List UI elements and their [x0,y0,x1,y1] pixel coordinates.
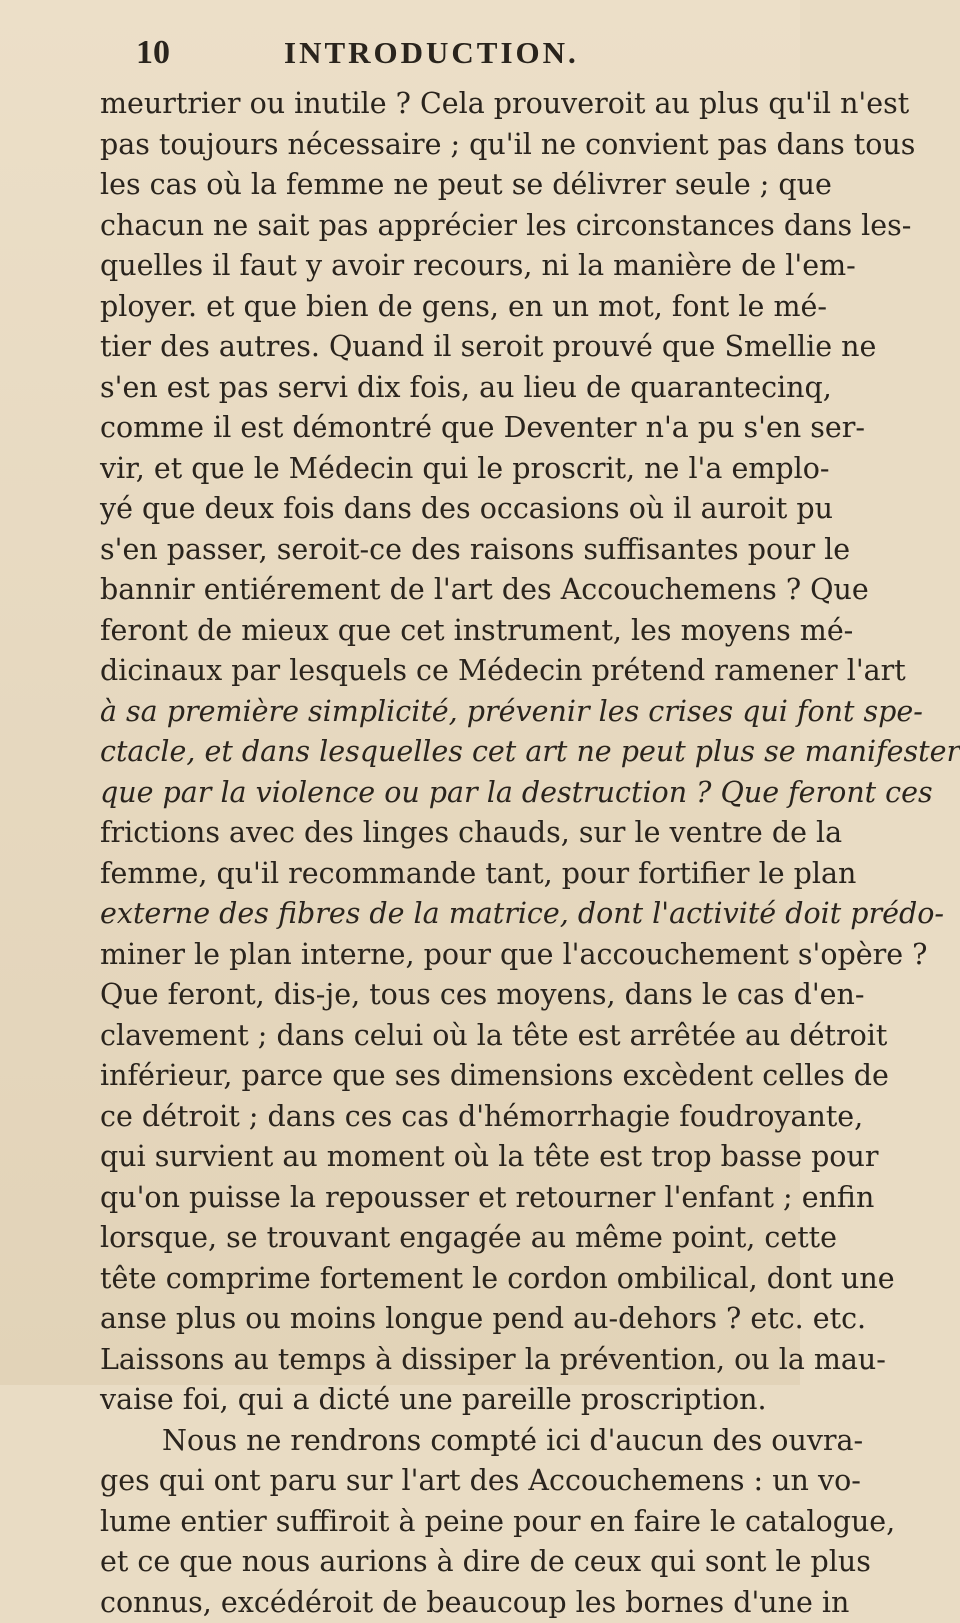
body-text [100,84,758,1623]
text-line: meurtrier ou inutile ? Cela prouveroit au plus qu'il n'est [100,84,758,125]
text-line: qui survient au moment où la tête est trop basse pour [100,1137,758,1178]
text-line: comme il est démontré que Deventer n'a pu s'en ser- [100,408,758,449]
text-line: miner le plan interne, pour que l'accouchement s'opère ? [100,935,758,976]
text-line: ce détroit ; dans ces cas d'hémorrhagie foudroyante, [100,1097,758,1138]
text-line: clavement ; dans celui où la tête est arrêtée au détroit [100,1016,758,1057]
text-line: anse plus ou moins longue pend au-dehors ? etc. etc. [100,1299,758,1340]
text-line: s'en passer, seroit-ce des raisons suffisantes pour le [100,530,758,571]
text-line: que par la violence ou par la destruction ? Que feront ces [100,773,758,814]
text-line: dicinaux par lesquels ce Médecin prétend ramener l'art [100,651,758,692]
text-line: inférieur, parce que ses dimensions excèdent celles de [100,1056,758,1097]
text-line: s'en est pas servi dix fois, au lieu de quarantecinq, [100,368,758,409]
text-line: quelles il faut y avoir recours, ni la manière de l'em- [100,246,758,287]
text-line: connus, excédéroit de beaucoup les bornes d'une in [100,1583,758,1623]
text-line: Nous ne rendrons compté ici d'aucun des ouvra- [100,1421,758,1462]
text-line: Laissons au temps à dissiper la prévention, ou la mau- [100,1340,758,1381]
page-number: 10 [136,34,218,72]
text-line: ges qui ont paru sur l'art des Accouchemens : un vo- [100,1461,758,1502]
text-line: yé que deux fois dans des occasions où il auroit pu [100,489,758,530]
text-line: feront de mieux que cet instrument, les moyens mé- [100,611,758,652]
text-line: lume entier suffiroit à peine pour en faire le catalogue, [100,1502,758,1543]
text-line: les cas où la femme ne peut se délivrer seule ; que [100,165,758,206]
text-line: externe des fibres de la matrice, dont l'activité doit prédo- [100,894,758,935]
text-line: bannir entiérement de l'art des Accouchemens ? Que [100,570,758,611]
text-line: ctacle, et dans lesquelles cet art ne peut plus se manifester [100,732,758,773]
text-line: tête comprime fortement le cordon ombilical, dont une [100,1259,758,1300]
text-line: qu'on puisse la repousser et retourner l'enfant ; enfin [100,1178,758,1219]
text-line: ployer. et que bien de gens, en un mot, font le mé- [100,287,758,328]
text-line: lorsque, se trouvant engagée au même point, cette [100,1218,758,1259]
text-line: vaise foi, qui a dicté une pareille proscription. [100,1380,758,1421]
text-line: chacun ne sait pas apprécier les circonstances dans les- [100,206,758,247]
chapter-title: INTRODUCTION. [284,35,579,71]
text-line: tier des autres. Quand il seroit prouvé que Smellie ne [100,327,758,368]
running-head [100,34,758,82]
text-line: frictions avec des linges chauds, sur le ventre de la [100,813,758,854]
text-line: vir, et que le Médecin qui le proscrit, ne l'a emplo- [100,449,758,490]
text-line: femme, qu'il recommande tant, pour fortifier le plan [100,854,758,895]
text-line: pas toujours nécessaire ; qu'il ne convient pas dans tous [100,125,758,166]
text-line: et ce que nous aurions à dire de ceux qui sont le plus [100,1542,758,1583]
text-line: Que feront, dis-je, tous ces moyens, dans le cas d'en- [100,975,758,1016]
text-line: à sa première simplicité, prévenir les crises qui font spe- [100,692,758,733]
